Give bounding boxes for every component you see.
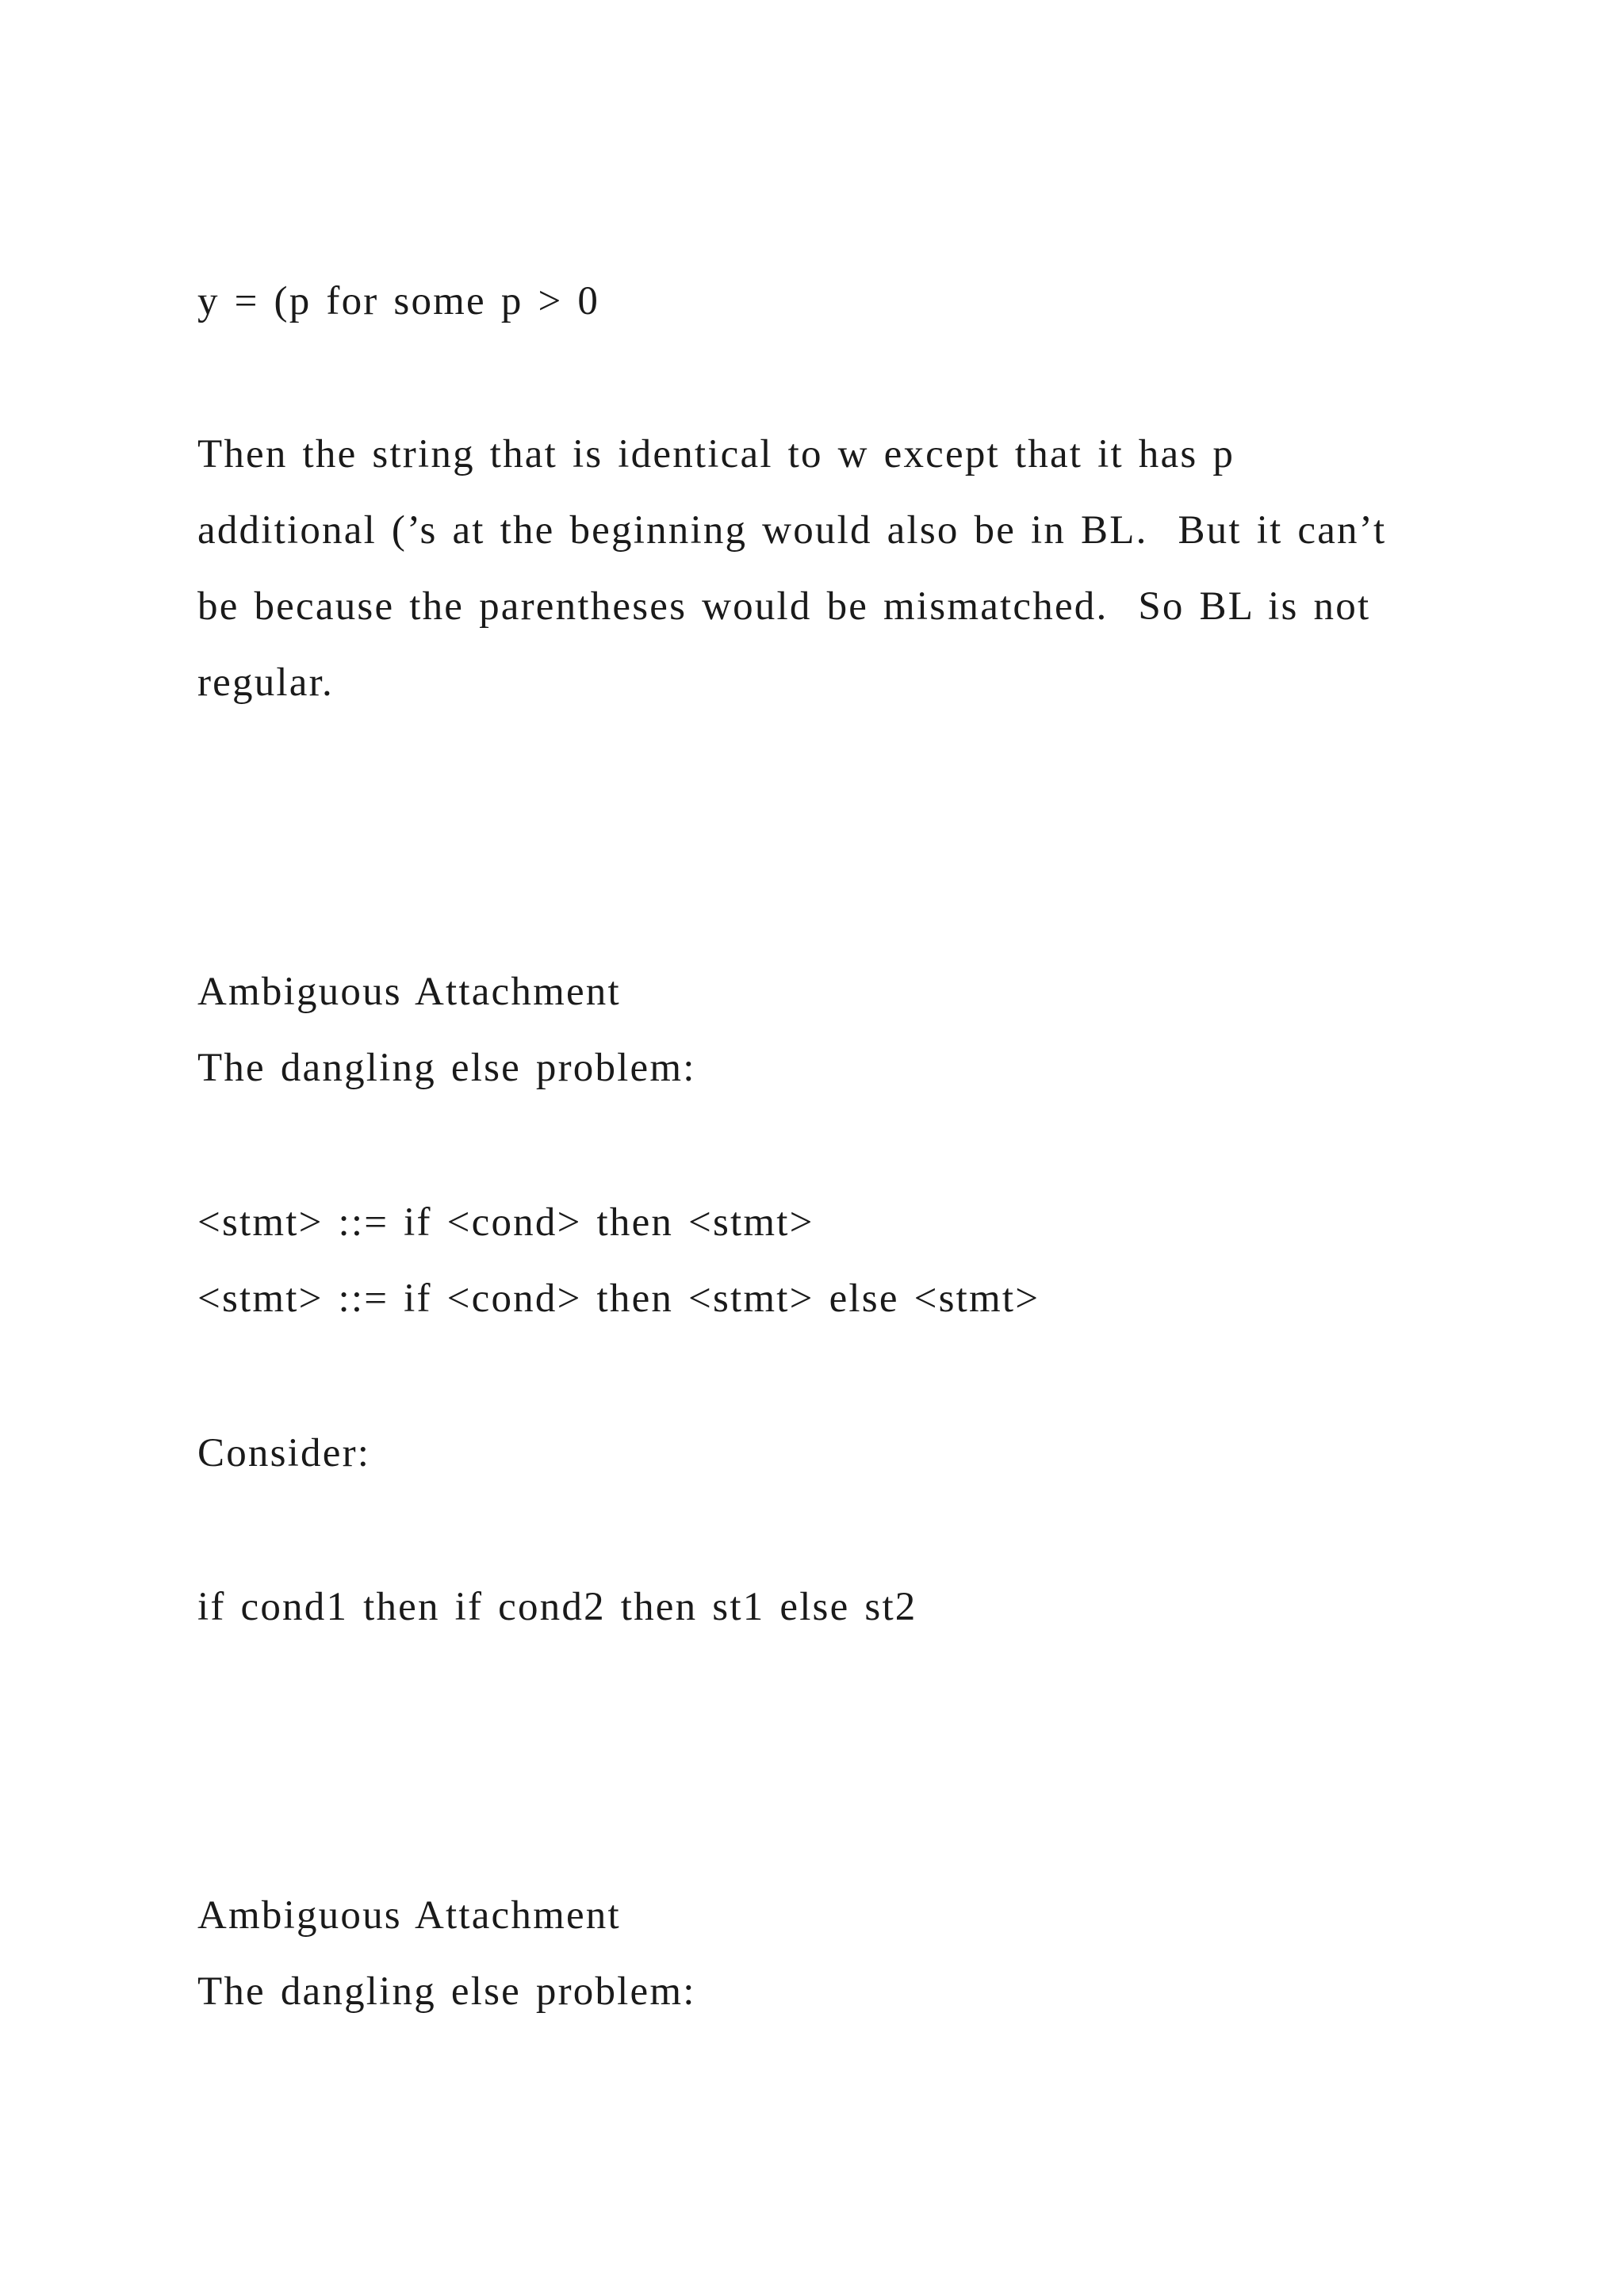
section-1-heading: Ambiguous Attachment bbox=[197, 970, 621, 1014]
proof-line-3: be because the parentheses would be mismatched. So BL is not bbox=[197, 584, 1371, 629]
grammar-rule-1: <stmt> ::= if <cond> then <stmt> bbox=[197, 1200, 814, 1245]
equation-line: y = (p for some p > 0 bbox=[197, 279, 600, 323]
section-2-heading: Ambiguous Attachment bbox=[197, 1893, 621, 1938]
grammar-rule-2: <stmt> ::= if <cond> then <stmt> else <stmt> bbox=[197, 1276, 1040, 1321]
proof-line-1: Then the string that is identical to w except that it has p bbox=[197, 432, 1235, 476]
section-1-subheading: The dangling else problem: bbox=[197, 1046, 696, 1090]
proof-line-2: additional (’s at the beginning would also be in BL. But it can’t bbox=[197, 508, 1387, 553]
example-statement: if cond1 then if cond2 then st1 else st2 bbox=[197, 1585, 917, 1629]
section-2-subheading: The dangling else problem: bbox=[197, 1969, 696, 2014]
proof-line-4: regular. bbox=[197, 660, 334, 705]
consider-label: Consider: bbox=[197, 1431, 371, 1475]
